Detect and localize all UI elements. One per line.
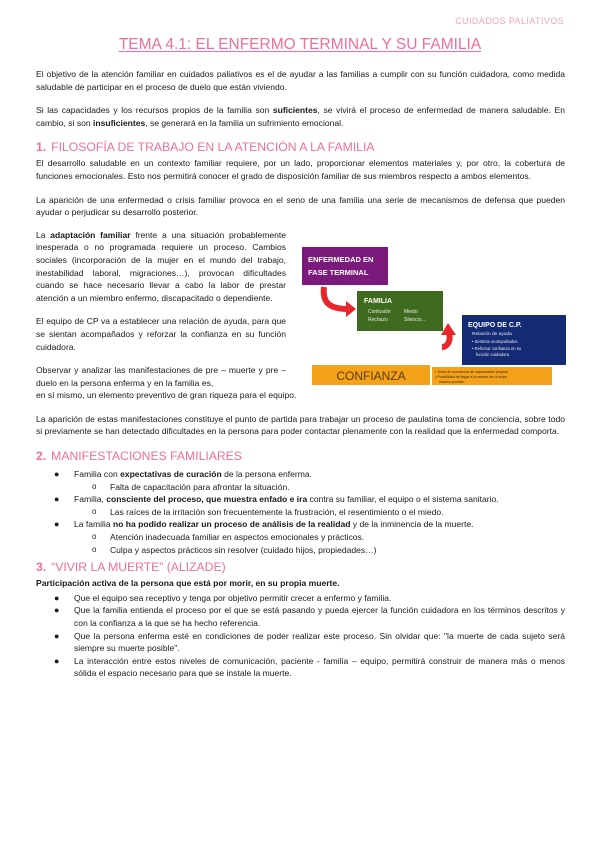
- box-equipo-b1: [472, 339, 517, 344]
- box-familia-c1a: Confusión: [368, 308, 391, 315]
- text-span: Falta de capacitación para afrontar la situación.: [110, 481, 290, 492]
- section-3-list: [36, 592, 565, 680]
- bold-suficientes: suficientes: [272, 105, 318, 116]
- section-title: MANIFESTACIONES FAMILIARES: [51, 449, 242, 464]
- section-1-paragraph-5b: en sí mismo, un elemento preventivo de gran riqueza para el equipo.: [36, 390, 297, 401]
- box-confianza-label: CONFIANZA: [336, 368, 406, 383]
- text-span: frente a una situación probablemente inesperada o no programada requiere un proceso. Cambios sociales (incorporación de la mujer en el mundo del trabajo, inestabilidad laboral, migraciones…), provocan dificultades cuando se hace necesario llevar a cabo la labor de prestar atención a un miembro enfermo, discapacitado o dependiente.: [36, 229, 286, 303]
- bold-insuficientes: insuficientes: [93, 117, 146, 128]
- text-span: Si las capacidades y los recursos propios de la familia son: [36, 105, 273, 116]
- arrow-to-familia: [324, 287, 348, 309]
- box-equipo-sub: Relación de ayuda: [472, 331, 512, 337]
- section-1-paragraph-3: [36, 229, 286, 305]
- section-2-list: [36, 468, 565, 556]
- sub-list-item: [74, 531, 565, 544]
- box-enfermedad-line1: ENFERMEDAD EN: [308, 254, 374, 264]
- text-span: Culpa y aspectos prácticos sin resolver (cuidado hijos, propiedades…): [110, 544, 377, 555]
- sub-list-item: [74, 506, 565, 519]
- box-equipo-b2b: función cuidadora: [476, 351, 510, 357]
- intro-paragraph-2: [36, 104, 565, 129]
- list-item: [36, 604, 565, 629]
- bullet-icon: ●: [54, 519, 60, 530]
- sub-list: [74, 481, 565, 494]
- document-content: [36, 68, 565, 680]
- bullet-dot: •: [435, 374, 438, 379]
- text-span: Que el equipo sea receptivo y tenga por objetivo permitir crecer a enfermo y familia.: [74, 592, 392, 603]
- sub-bullet-icon: o: [92, 481, 97, 491]
- sub-list: [74, 506, 565, 519]
- section-1-paragraph-2: La aparición de una enfermedad o crisis familiar provoca en el seno de una familia una serie de mecanismos de defensa que pueden ayudar o perjudicar su desarrollo posterior.: [36, 194, 565, 218]
- box-detalle-b2a-text: Posibilidad de llegar a la muerte de la mejor: [437, 374, 508, 379]
- section-1-paragraph-6: La aparición de estas manifestaciones constituye el punto de partida para trabajar un proceso de paulatina toma de conciencia, sobre todo si previamente se han detectado dificultades en la persona para poder contactar plenamente con la realidad que la enfermedad comporta.: [36, 413, 565, 437]
- box-familia-c2a: Miedo: [404, 308, 418, 315]
- box-detalle-b2a: [435, 375, 508, 379]
- box-enfermedad-line2: FASE TERMINAL: [308, 267, 369, 277]
- section-1-paragraph-4: El equipo de CP va a establecer una relación de ayuda, para que se sientan acompañados y reforzar la confianza en su función cuidadora.: [36, 316, 286, 352]
- header-tag: CUIDADOS PALIATIVOS: [455, 16, 564, 26]
- bold-text: consciente del proceso, que muestra enfado e ira: [106, 494, 308, 505]
- arrow-head-1: [346, 301, 356, 317]
- family-care-diagram: [302, 235, 566, 385]
- box-detalle-b2b: manera posible.: [439, 379, 465, 384]
- section-number: 2.: [36, 449, 47, 464]
- section-2-heading: [36, 449, 565, 464]
- text-span: Atención inadecuada familiar en aspectos emocionales y prácticos.: [110, 532, 365, 543]
- sub-list: [74, 531, 565, 556]
- box-equipo-b1-text: Sentirse acompañados: [474, 338, 518, 344]
- text-span: y de la inminencia de la muerte.: [350, 519, 474, 530]
- bold-adaptacion: adaptación familiar: [50, 229, 131, 240]
- bullet-dot: •: [472, 338, 475, 344]
- bold-text: expectativas de curación: [120, 469, 222, 480]
- section-1-paragraph-5a: Observar y analizar las manifestaciones de pre – muerte y pre – duelo en la persona enferma y en la familia es,: [36, 365, 286, 388]
- text-with-diagram: [36, 229, 565, 390]
- text-span: La familia: [74, 519, 113, 530]
- box-familia-c2b: Silencio…: [404, 316, 427, 323]
- box-equipo-b2a: [472, 346, 522, 351]
- text-span: Familia con: [74, 469, 121, 480]
- text-span: La: [36, 229, 51, 240]
- sub-bullet-icon: o: [92, 532, 97, 542]
- list-item: [36, 655, 565, 680]
- text-span: , se generará en la familia un sufrimiento emocional.: [145, 117, 344, 128]
- sub-list-item: [74, 481, 565, 494]
- page-title: TEMA 4.1: EL ENFERMO TERMINAL Y SU FAMILIA: [118, 36, 482, 53]
- list-item: [36, 468, 565, 493]
- section-1-heading: [36, 140, 565, 155]
- list-item: [36, 518, 565, 556]
- box-familia-title: FAMILIA: [364, 297, 392, 305]
- text-span: Que la persona enferma esté en condiciones de poder realizar este proceso. Sin olvidar que: "la muerte de cada sujeto será siempre su muerte posible".: [74, 630, 565, 654]
- section-title: FILOSOFÍA DE TRABAJO EN LA ATENCIÓN A LA FAMILIA: [51, 140, 375, 155]
- bullet-dot: •: [472, 345, 475, 351]
- bullet-icon: ●: [54, 605, 60, 616]
- bullet-icon: ●: [54, 494, 60, 505]
- list-item: [36, 592, 565, 605]
- section-3-lead: Participación activa de la persona que está por morir, en su propia muerte.: [36, 578, 340, 589]
- box-enfermedad: [302, 247, 388, 285]
- text-span: , se vivirá el proceso de enfermedad de manera saludable. En cambio, si son: [36, 105, 565, 128]
- list-item: [36, 493, 565, 518]
- section-number: 1.: [36, 140, 47, 155]
- intro-paragraph-1: El objetivo de la atención familiar en cuidados paliativos es el de ayudar a las familias a cumplir con su función cuidadora, como medida saludable de participar en el proceso de duelo que están viviendo.: [36, 69, 565, 92]
- box-detalle-b1: [435, 370, 509, 374]
- text-span: Familia,: [74, 494, 107, 505]
- bullet-dot: •: [435, 369, 438, 374]
- section-number: 3.: [36, 560, 47, 575]
- bullet-icon: ●: [54, 655, 60, 666]
- text-span: contra su familiar, el equipo o el sistema sanitario.: [307, 494, 499, 505]
- sub-list-item: [74, 544, 565, 557]
- box-familia-c1b: Rechazo: [368, 316, 388, 323]
- text-span: La interacción entre estos niveles de comunicación, paciente - familia – equipo, permitirá construir de manera más o menos sólida el espacio necesario para que se instale la muerte.: [74, 655, 565, 679]
- section-1-paragraph-1: El desarrollo saludable en un contexto familiar requiere, por un lado, proporcionar elementos materiales y, por otro, la cobertura de funciones emocionales. Esto nos permitirá conocer el grado de disposición familiar de sus miembros respecto a ambos elementos.: [36, 158, 565, 181]
- box-equipo-title: EQUIPO DE C.P.: [468, 321, 522, 329]
- left-column: [36, 229, 286, 390]
- bullet-icon: ●: [54, 469, 60, 480]
- list-item: [36, 630, 565, 655]
- sub-bullet-icon: o: [92, 506, 97, 516]
- section-3-heading: [36, 560, 565, 575]
- text-span: Que la familia entienda el proceso por el que se está pasando y pueda ejercer la función cuidadora en los términos descritos y con la confianza a la que se ha hecho referencia.: [74, 605, 565, 628]
- bold-text: no ha podido realizar un proceso de análisis de la realidad: [112, 519, 351, 530]
- sub-bullet-icon: o: [92, 544, 97, 554]
- bullet-icon: ●: [54, 630, 60, 641]
- text-span: Las raíces de la irritación son frecuentemente la frustración, el resentimiento o el miedo.: [110, 506, 444, 517]
- section-title: “VIVIR LA MUERTE” (ALIZADE): [51, 560, 226, 575]
- text-span: de la persona enferma.: [221, 469, 313, 480]
- arrow-head-2: [441, 323, 456, 335]
- box-equipo-b2a-text: Reforzar confianza en su: [474, 345, 522, 351]
- box-detalle-b1-text: Toma de conciencia de capacidades propias.: [437, 369, 509, 374]
- bullet-icon: ●: [54, 592, 60, 603]
